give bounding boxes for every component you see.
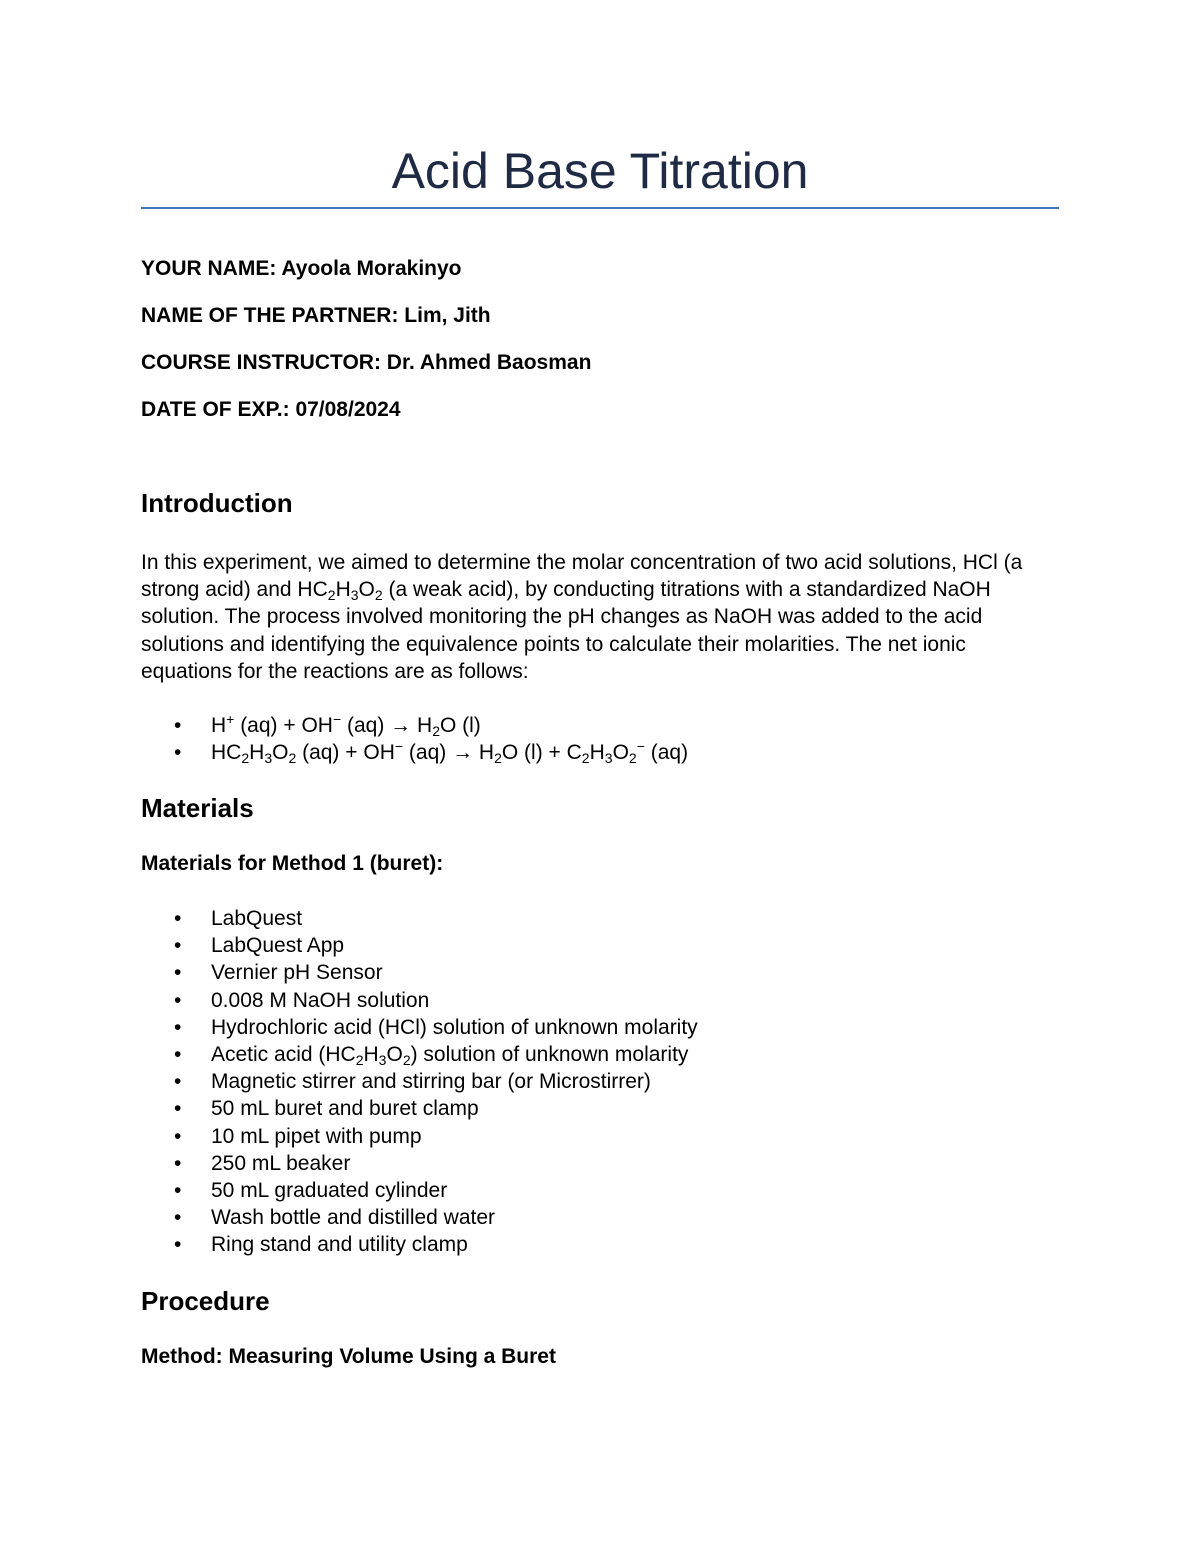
acetic-acid-item: Acetic acid $(HC_2H_3O_2)$ solution of unknown molarity	[211, 1043, 689, 1069]
list-item	[141, 1041, 1059, 1068]
procedure-subheading: Method: Measuring Volume Using a Buret	[141, 1345, 556, 1368]
materials-list	[141, 905, 1059, 1259]
list-item: • Magnetic stirrer and stirring bar (or Microstirrer)	[141, 1068, 1059, 1095]
info-value: Dr. Ahmed Baosman	[386, 351, 592, 374]
introduction-heading: Introduction	[141, 488, 293, 518]
info-course-instructor	[141, 350, 591, 376]
list-item	[141, 712, 1059, 739]
intro-text-part2: (a weak acid), by conducting titrations with a standardized NaOH solution. The process involved monitoring the pH changes as NaOH was added to the acid solutions and identifying the equivalence points to calculate their molarities. The net ionic equations for the reactions are as follows:	[141, 578, 991, 683]
info-value: Ayoola Morakinyo	[281, 257, 462, 280]
list-item: • 50 mL graduated cylinder	[141, 1177, 1059, 1204]
info-label: YOUR NAME:	[141, 257, 277, 280]
list-item: • LabQuest App	[141, 932, 1059, 959]
list-item: • 250 mL beaker	[141, 1150, 1059, 1177]
info-label: COURSE INSTRUCTOR:	[141, 351, 381, 374]
info-value: Lim, Jith	[404, 304, 491, 327]
materials-subheading: Materials for Method 1 (buret):	[141, 852, 444, 875]
list-item: • Hydrochloric acid (HCl) solution of unknown molarity	[141, 1014, 1059, 1041]
info-value: 07/08/2024	[295, 398, 401, 421]
info-date-of-exp	[141, 397, 401, 423]
equation-list	[141, 712, 1059, 766]
equation-1: H+ (aq) + OH− $(aq) \to H_2O$ (l)	[211, 711, 481, 739]
materials-heading: Materials	[141, 793, 254, 823]
list-item: • Vernier pH Sensor	[141, 959, 1059, 986]
list-item: • 50 mL buret and buret clamp	[141, 1095, 1059, 1122]
list-item: • 0.008 M NaOH solution	[141, 987, 1059, 1014]
list-item	[141, 739, 1059, 766]
list-item: • LabQuest	[141, 905, 1059, 932]
info-partner-name	[141, 303, 491, 329]
info-label: DATE OF EXP.:	[141, 398, 290, 421]
title-underline	[141, 207, 1059, 209]
equation-2: $HC_2H_3O_2$ (aq) + OH− $(aq) \to H_2O$ $(l) + C_2H_3O_2^-$ (aq)	[211, 738, 689, 767]
procedure-heading: Procedure	[141, 1286, 270, 1316]
introduction-paragraph: In this experiment, we aimed to determine the molar concentration of two acid solutions, HCl (a strong acid) and $HC_2H_3O_2$ (a weak acid), by conducting titrations with a standardized NaOH solution. The process involved monitoring the pH changes as NaOH was added to the acid solutions and identifying the equivalence points to calculate their molarities. The net ionic equations for the reactions are as follows:	[141, 551, 1023, 683]
intro-text-part1: In this experiment, we aimed to determine the molar concentration of two acid solutions, HCl (a strong acid) and HC	[141, 551, 1023, 602]
info-label: NAME OF THE PARTNER:	[141, 304, 399, 327]
list-item: • Ring stand and utility clamp	[141, 1231, 1059, 1258]
info-your-name	[141, 256, 462, 282]
list-item: • 10 mL pipet with pump	[141, 1123, 1059, 1150]
list-item: • Wash bottle and distilled water	[141, 1204, 1059, 1231]
document-title: Acid Base Titration	[391, 143, 809, 199]
